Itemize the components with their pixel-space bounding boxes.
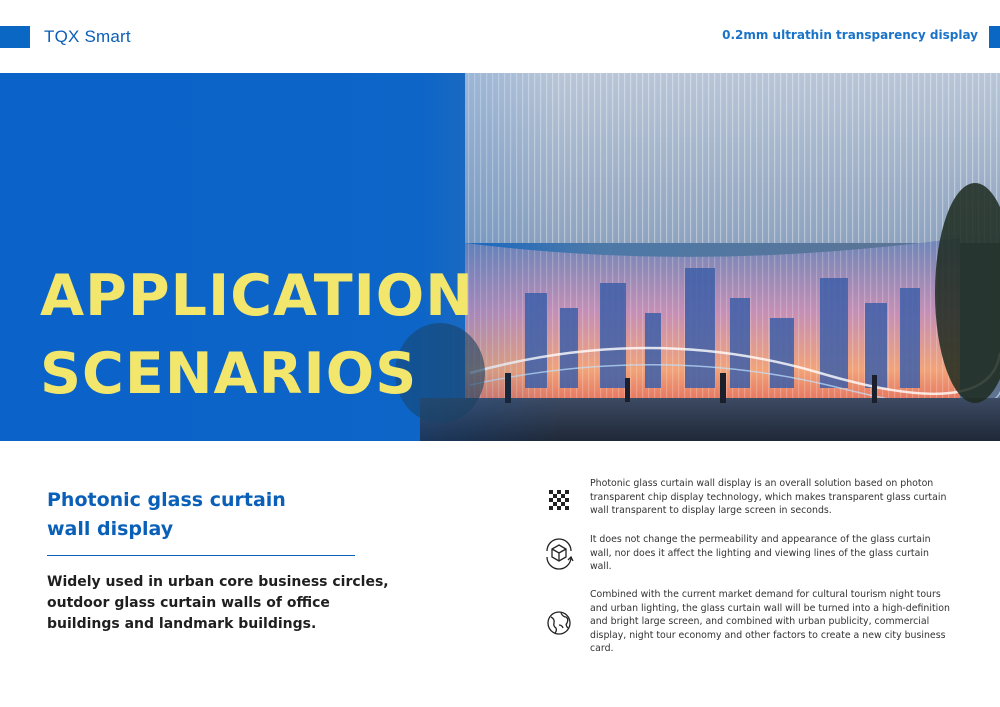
hero-title-line-1: APPLICATION (40, 263, 474, 329)
section-divider (47, 555, 355, 556)
feature-text-2: It does not change the permeability and appearance of the glass curtain wall, nor does it affect the lighting and viewing lines of the glass curtain wall. (590, 534, 931, 573)
section-subtitle-line-1: Photonic glass curtain (47, 489, 286, 511)
feature-item-1 (542, 477, 962, 521)
section-subtitle (47, 486, 367, 544)
hero-banner (0, 73, 1000, 441)
section-subtitle-line-2: wall display (47, 518, 174, 540)
rotate-cube-icon (542, 537, 576, 571)
feature-text-1: Photonic glass curtain wall display is an overall solution based on photon transparent chip display technology, which makes transparent glass curtain wall transparent to display large screen in seconds. (590, 478, 947, 517)
header-accent-bar-left (0, 26, 30, 48)
page-header (0, 0, 1000, 72)
brand-name: TQX Smart (44, 27, 131, 46)
lead-paragraph: Widely used in urban core business circles, outdoor glass curtain walls of office buildings and landmark buildings. (47, 574, 389, 632)
header-accent-bar-right (989, 26, 1000, 48)
hero-title-line-2: SCENARIOS (40, 341, 418, 407)
hero-title (40, 257, 474, 413)
feature-item-2 (542, 533, 962, 577)
header-tagline: 0.2mm ultrathin transparency display (722, 28, 978, 42)
checkerboard-icon (542, 483, 576, 517)
feature-text-3: Combined with the current market demand for cultural tourism night tours and urban lighting, the glass curtain wall will be turned into a high-definition and bright large screen, and combined with urban publicity, commercial display, night tour economy and other factors to create a new city business card. (590, 589, 950, 655)
feature-item-3 (542, 588, 962, 658)
globe-icon (542, 606, 576, 640)
